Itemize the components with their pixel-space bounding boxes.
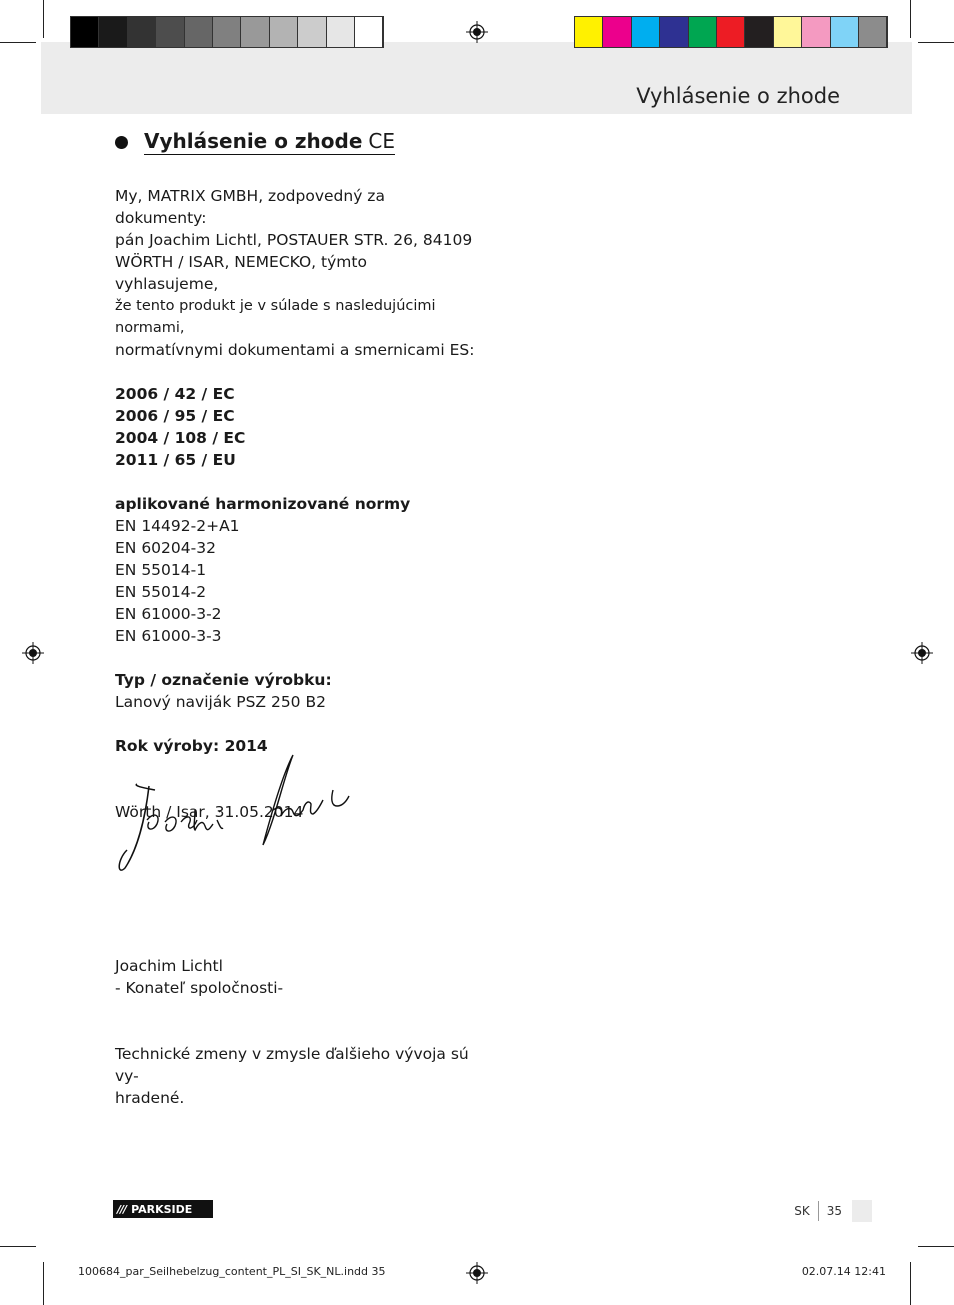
production-year: Rok výroby: 2014 [115,737,268,755]
crop-mark [43,0,44,38]
color-swatch [71,17,99,47]
crop-mark [910,1262,911,1305]
color-swatch [774,17,802,47]
crop-mark [910,0,911,38]
crop-mark [0,1246,36,1247]
intro-line: WÖRTH / ISAR, NEMECKO, týmto vyhlasujeme, [115,253,367,293]
signatory-name: Joachim Lichtl [115,957,223,975]
declaration-content [115,130,475,1109]
intro-line: normatívnymi dokumentami a smernicami ES: [115,341,475,359]
directive: 2004 / 108 / EC [115,429,246,447]
intro-line: pán Joachim Lichtl, POSTAUER STR. 26, 84109 [115,231,473,249]
color-swatch [689,17,717,47]
crop-mark [0,42,36,43]
standard-item: EN 60204-32 [115,539,216,557]
registration-mark-icon [466,1262,488,1284]
color-swatch [213,17,241,47]
intro-line: My, MATRIX GMBH, zodpovedný za dokumenty: [115,187,385,227]
color-swatch [745,17,773,47]
divider [818,1201,819,1221]
directive: 2006 / 42 / EC [115,385,235,403]
gray-color-bar [71,17,383,47]
parkside-logo: /// PARKSIDE [113,1200,213,1218]
color-swatch [575,17,603,47]
color-swatch [355,17,383,47]
page-number-block [794,1200,872,1222]
crop-mark [918,1246,954,1247]
color-swatch [717,17,745,47]
registration-mark-icon [466,21,488,43]
color-swatch [99,17,127,47]
slug-datetime: 02.07.14 12:41 [801,1265,886,1278]
note-line: Technické zmeny v zmysle ďalšieho vývoja sú vy- [115,1045,469,1085]
color-swatch [270,17,298,47]
directive: 2011 / 65 / EU [115,451,236,469]
standard-item: EN 55014-2 [115,583,207,601]
intro-line: že tento produkt je v súlade s nasledujúcimi normami, [115,298,436,336]
note-line: hradené. [115,1089,185,1107]
color-swatch [156,17,184,47]
page-tab [852,1200,872,1222]
process-color-bar [575,17,887,47]
color-swatch [859,17,887,47]
handwritten-signature [115,750,365,880]
standard-item: EN 55014-1 [115,561,207,579]
color-swatch [327,17,355,47]
crop-mark [43,1262,44,1305]
color-swatch [298,17,326,47]
crop-mark [918,42,954,43]
standard-item: EN 61000-3-2 [115,605,222,623]
color-swatch [241,17,269,47]
product-value: Lanový naviják PSZ 250 B2 [115,693,326,711]
color-swatch [660,17,688,47]
brand-text: PARKSIDE [131,1202,193,1216]
page-header-title: Vyhlásenie o zhode [636,84,840,108]
color-swatch [185,17,213,47]
color-swatch [603,17,631,47]
registration-mark-icon [911,642,933,664]
standard-item: EN 14492-2+A1 [115,517,240,535]
color-swatch [128,17,156,47]
section-title [144,130,395,155]
bullet-icon [115,136,128,149]
page-number: 35 [826,1204,842,1218]
place-date: Wörth / Isar, 31.05.2014 [115,803,304,821]
signatory-role: - Konateľ spoločnosti- [115,979,284,997]
standards-heading: aplikované harmonizované normy [115,495,411,513]
color-swatch [802,17,830,47]
color-swatch [831,17,859,47]
slug-filename: 100684_par_Seilhebelzug_content_PL_SI_SK_NL.indd 35 [78,1265,386,1278]
product-label: Typ / označenie výrobku: [115,671,332,689]
section-title-text: Vyhlásenie o zhode [144,129,363,153]
ce-mark-icon: CE [368,129,396,153]
registration-mark-icon [22,642,44,664]
section-heading [115,130,475,155]
standard-item: EN 61000-3-3 [115,627,222,645]
language-code: SK [794,1204,810,1218]
directive: 2006 / 95 / EC [115,407,235,425]
color-swatch [632,17,660,47]
